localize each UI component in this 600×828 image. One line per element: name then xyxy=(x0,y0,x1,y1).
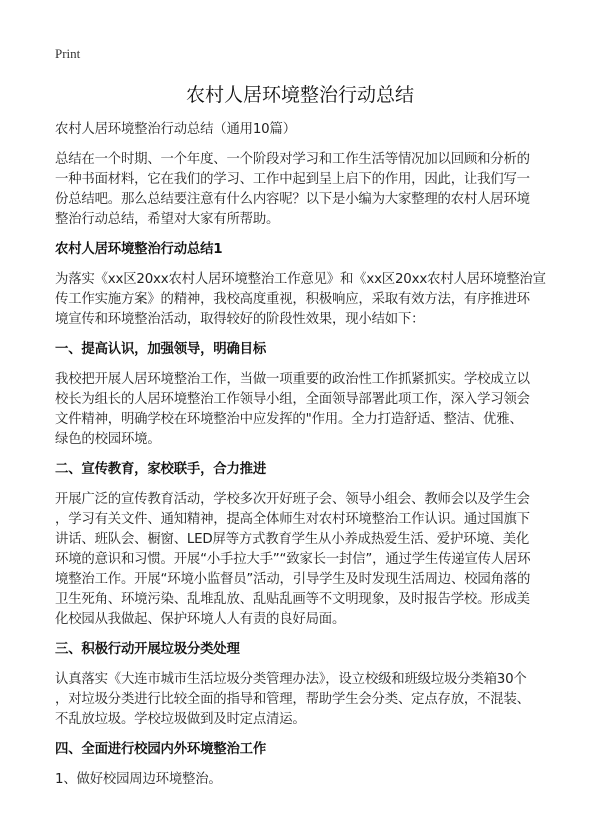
text-line: 校长为组长的人居环境整治工作领导小组，全面领导部署此项工作，深入学习领会 xyxy=(55,392,530,407)
text-line: 三、积极行动开展垃圾分类处理 xyxy=(55,642,240,657)
text-line: 二、宣传教育，家校联手，合力推进 xyxy=(55,462,267,477)
paragraph xyxy=(55,270,555,330)
text-line: 开展广泛的宣传教育活动，学校多次开好班子会、领导小组会、教师会以及学生会 xyxy=(55,492,530,507)
text-line: 认真落实《大连市城市生活垃圾分类管理办法》，设立校级和班级垃圾分类箱30个 xyxy=(55,672,527,687)
section-heading xyxy=(55,240,555,260)
text-line: 不乱放垃圾。学校垃圾做到及时定点清运。 xyxy=(55,712,306,727)
paragraph xyxy=(55,150,555,230)
text-line: 绿色的校园环境。 xyxy=(55,432,161,447)
text-line: 我校把开展人居环境整治工作，当做一项重要的政治性工作抓紧抓实。学校成立以 xyxy=(55,372,530,387)
text-line: 农村人居环境整治行动总结（通用10篇） xyxy=(55,122,296,137)
text-line: ，对垃圾分类进行比较全面的指导和管理，帮助学生会分类、定点存放，不混装、 xyxy=(55,692,530,707)
text-line: 讲话、班队会、橱窗、LED屏等方式教育学生从小养成热爱生活、爱护环境、美化 xyxy=(55,532,530,547)
text-line: 传工作实施方案》的精神，我校高度重视，积极响应，采取有效方法，有序推进环 xyxy=(55,292,530,307)
document-title: 农村人居环境整治行动总结 xyxy=(185,84,414,106)
text-line: 农村人居环境整治行动总结1 xyxy=(55,242,223,257)
paragraph xyxy=(55,490,555,630)
text-line: 份总结吧。那么总结要注意有什么内容呢？以下是小编为大家整理的农村人居环境 xyxy=(55,192,530,207)
text-line: 一种书面材料，它在我们的学习、工作中起到呈上启下的作用，因此，让我们写一 xyxy=(55,172,530,187)
section-heading xyxy=(55,340,555,360)
text-line: 1、做好校园周边环境整治。 xyxy=(55,772,222,787)
section-heading xyxy=(55,640,555,660)
section-heading xyxy=(55,740,555,760)
paragraph xyxy=(55,770,555,790)
document-body xyxy=(55,120,555,800)
text-line: 文件精神，明确学校在环境整治中应发挥的"作用。全力打造舒适、整洁、优雅、 xyxy=(55,412,523,427)
paragraph xyxy=(55,670,555,730)
text-line: 为落实《xx区20xx农村人居环境整治工作意见》和《xx区20xx农村人居环境整治宣 xyxy=(55,272,546,287)
text-line: 总结在一个时期、一个年度、一个阶段对学习和工作生活等情况加以回顾和分析的 xyxy=(55,152,530,167)
text-line: 环境的意识和习惯。开展“小手拉大手”“致家长一封信”，通过学生传递宣传人居环 xyxy=(55,552,531,567)
text-line: 四、全面进行校园内外环境整治工作 xyxy=(55,742,267,757)
text-line: ，学习有关文件、通知精神，提高全体师生对农村环境整治工作认识。通过国旗下 xyxy=(55,512,530,527)
text-line: 整治行动总结，希望对大家有所帮助。 xyxy=(55,212,280,227)
text-line: 一、提高认识，加强领导，明确目标 xyxy=(55,342,267,357)
print-link[interactable]: Print xyxy=(55,46,81,61)
paragraph xyxy=(55,370,555,450)
text-line: 境整治工作。开展“环境小监督员”活动，引导学生及时发现生活周边、校园角落的 xyxy=(55,572,531,587)
text-line: 卫生死角、环境污染、乱堆乱放、乱贴乱画等不文明现象，及时报告学校。形成美 xyxy=(55,592,530,607)
section-heading xyxy=(55,460,555,480)
paragraph xyxy=(55,120,555,140)
text-line: 化校园从我做起、保护环境人人有责的良好局面。 xyxy=(55,612,346,627)
text-line: 境宣传和环境整治活动，取得较好的阶段性效果，现小结如下： xyxy=(55,312,425,327)
